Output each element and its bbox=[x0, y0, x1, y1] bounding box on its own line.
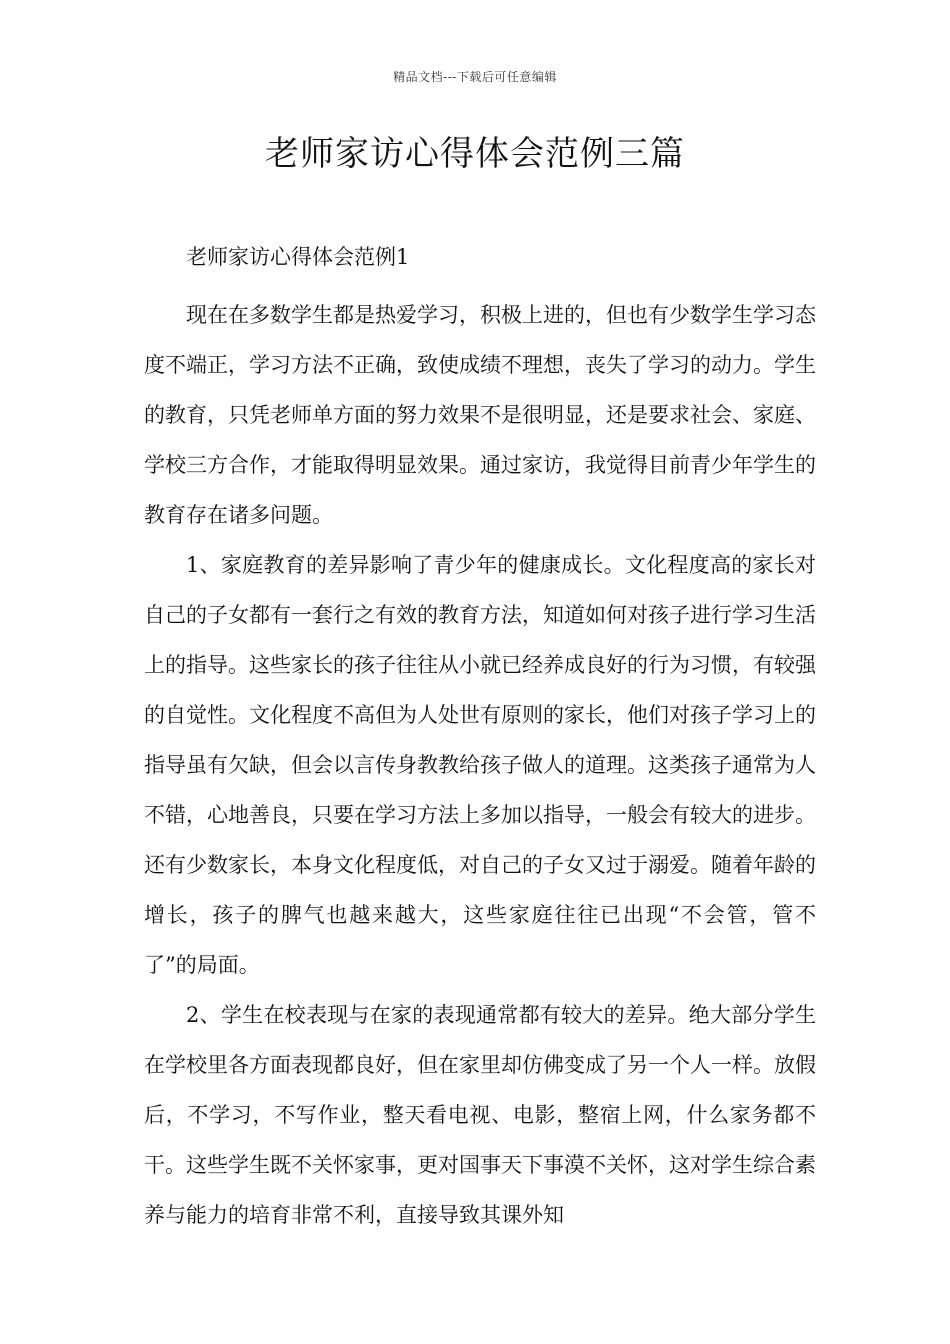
document-title: 老师家访心得体会范例三篇 bbox=[265, 134, 685, 174]
body-paragraph: 1、家庭教育的差异影响了青少年的健康成长。文化程度高的家长对自己的子女都有一套行之有效的教育方法，知道如何对孩子进行学习生活上的指导。这些家长的孩子往往从小就已经养成良好的行为习惯，有较强的自觉性。文化程度不高但为人处世有原则的家长，他们对孩子学习上的指导虽有欠缺，但会以言传身教教给孩子做人的道理。这类孩子通常为人不错，心地善良，只要在学习方法上多加以指导，一般会有较大的进步。还有少数家长，本身文化程度低，对自己的子女又过于溺爱。随着年龄的增长，孩子的脾气也越来越大，这些家庭往往已出现“不会管，管不了”的局面。 bbox=[144, 553, 816, 977]
document-body bbox=[144, 232, 816, 1240]
section-heading: 老师家访心得体会范例1 bbox=[186, 245, 410, 269]
body-paragraph: 现在在多数学生都是热爱学习，积极上进的，但也有少数学生学习态度不端正，学习方法不正确，致使成绩不理想，丧失了学习的动力。学生的教育，只凭老师单方面的努力效果不是很明显，还是要求社会、家庭、学校三方合作，才能取得明显效果。通过家访，我觉得目前青少年学生的教育存在诸多问题。 bbox=[144, 303, 816, 527]
header-note: 精品文档---下载后可任意编辑 bbox=[393, 70, 557, 84]
body-paragraph: 2、学生在校表现与在家的表现通常都有较大的差异。绝大部分学生在学校里各方面表现都良好，但在家里却仿佛变成了另一个人一样。放假后，不学习，不写作业，整天看电视、电影，整宿上网，什么家务都不干。这些学生既不关怀家事，更对国事天下事漠不关怀，这对学生综合素养与能力的培育非常不利，直接导致其课外知 bbox=[144, 1003, 816, 1227]
